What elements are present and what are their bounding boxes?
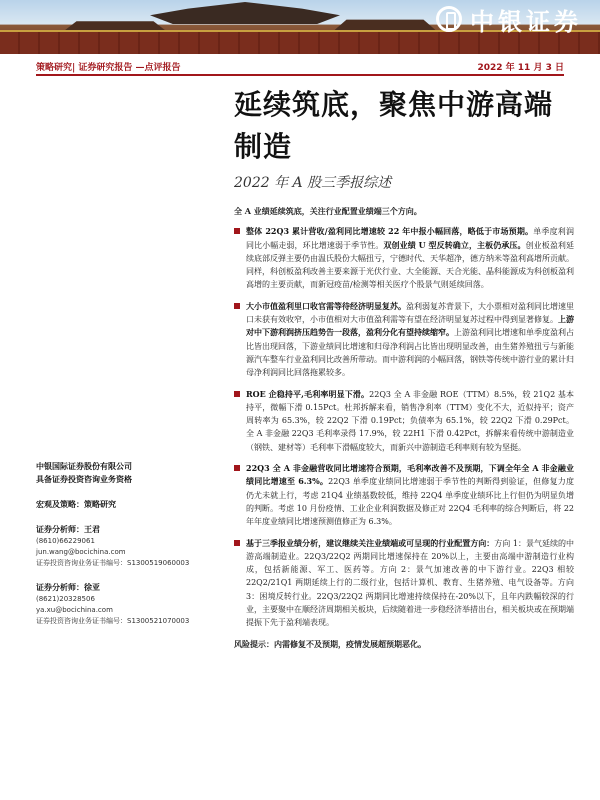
item-text: 盈利弱复苏背景下，大小票相对盈利同比增速里口未获有效收窄，小市值相对大市值盈利需等有望在经济明显复苏过程中得到显著修复。	[246, 301, 574, 325]
item-text-2: 创业板盈利延续底部反弹主要仍由温氏股份大幅扭亏，宁德时代、天华超净，德方纳米等盈利高增所贡献。同样，科创板盈利改善主要来源于光伏行业、大全能源、天合光能、晶科能源成为科创板盈利高增的主要贡献，而新冠疫苗/检测等相关医疗个股景气则延续回落。	[246, 240, 575, 290]
analyst-name: 证券分析师：徐亚	[36, 582, 100, 592]
sidebar	[36, 460, 226, 627]
square-bullet-icon	[234, 465, 240, 471]
analyst-email[interactable]: jun.wang@bocichina.com	[36, 548, 126, 556]
risk-warning: 风险提示：内需修复不及预期，疫情发展超预期恶化。	[234, 638, 426, 649]
bullet-item	[234, 537, 574, 630]
item-heading: 基于三季报业绩分析，建议继续关注业绩端或可呈现的行业配置方向：	[246, 537, 495, 548]
title-line-1: 延续筑底，聚焦中游高端	[234, 88, 554, 121]
item-text: 方向 1：景气延续的中游高端制造业。22Q3/22Q2 两期同比增速保持在 20%以上，主要由高端中游制造行业构成，包括新能源、军工、医药等。方向 2：景气加速改善的中下游行业。22Q3 相较 22Q2/21Q1 两期延续上行的二级行业，包括计算机、教育、生猪养殖、电气设备等。方向 3：困境反转行业。22Q3/22Q2 两期同比增速持续保持在-20%以下，且年内跌幅较深的行业，主要聚中在顺经济周期相关板块，后续随着进一步稳经济举措出台，相关板块或在预期端提振下先于盈利端表现。	[246, 538, 575, 628]
report-category: 策略研究| 证券研究报告 —点评报告	[36, 63, 181, 73]
analyst-cert: 证券投资咨询业务证书编号：S1300519060003	[36, 559, 190, 567]
bullet-item	[234, 388, 574, 454]
bullet-item	[234, 225, 574, 291]
square-bullet-icon	[234, 540, 240, 546]
square-bullet-icon	[234, 391, 240, 397]
report-header	[36, 60, 564, 74]
analyst-phone: (8610)66229061	[36, 537, 95, 545]
item-text: 22Q3 全 A 非金融 ROE（TTM）8.5%，较 21Q2 基本持平，微幅下滑 0.15Pct。杜邦拆解来看，销售净利率（TTM）变化不大，近似持平；资产周转率为 65.3%，较 22Q2 下滑 0.19Pct；负债率为 65.1%，较 22Q2 下滑 0.29Pct。全 A 非金融 22Q3 毛利率录得 17.9%，较 22H1 下滑 0.42Pct，拆解来看传统中游制造业（钢铁、建材等）毛利率下滑幅度较大，而新兴中游制造毛利率则有较为坚挺。	[246, 389, 574, 452]
org-name: 中银国际证券股份有限公司	[36, 461, 132, 471]
report-title	[234, 84, 574, 168]
report-subtitle: 2022 年 A 股三季报综述	[234, 175, 392, 191]
analyst-email[interactable]: ya.xu@bocichina.com	[36, 606, 113, 614]
analyst-phone: (8621)20328506	[36, 595, 95, 603]
item-heading-2: 上游对中下游利润挤压趋势告一段落，盈利分化有望持续缩窄。	[246, 314, 574, 338]
lead-summary: 全 A 业绩延续筑底，关注行业配置业绩端三个方向。	[234, 206, 422, 216]
bullet-item	[234, 462, 574, 528]
org-qualification: 具备证券投资咨询业务资格	[36, 474, 132, 484]
square-bullet-icon	[234, 228, 240, 234]
brand-logo	[436, 4, 582, 34]
item-text: 22Q3 单季度业绩同比增速弱于季节性的判断得到验证，但修复力度仍尤未就上行，考虑 21Q4 业绩基数较低，维持 22Q4 单季度业绩环比上行但仍为明显负增的判断。考虑 10 月份疫情、工业企业利润数据及修正对 22Q4 毛利率的综合判断后，将 22 年年度业绩同比增速预测值修正为 6.3%。	[246, 477, 574, 527]
item-text-2: 上游盈利同比增速和单季度盈利占比皆出现回落，下游业绩同比增速和归母净利润占比皆出现明显改善，由生猪养殖扭亏与新能源汽车整车行业盈利同比改善所带动。而中游利润的小幅回落，钢铁等传统中游行业的累计归母净利润同比回落拖累较多。	[246, 328, 574, 378]
header-divider	[36, 74, 564, 76]
square-bullet-icon	[234, 303, 240, 309]
research-category: 宏观及策略：策略研究	[36, 499, 116, 509]
bullet-item	[234, 300, 574, 380]
item-heading-2: 双创业绩 U 型反转确立，主板仍承压。	[383, 239, 526, 250]
analyst-name: 证券分析师：王君	[36, 524, 100, 534]
header-banner	[0, 0, 600, 54]
item-heading: ROE 企稳持平,毛利率明显下滑。	[246, 388, 370, 399]
title-line-2: 制造	[234, 130, 293, 163]
analyst-card	[36, 581, 226, 627]
banner-building-center	[150, 2, 340, 24]
main-content	[234, 205, 574, 651]
item-heading: 大小市值盈利里口收官需等待经济明显复苏。	[246, 300, 406, 311]
report-date: 2022 年 11 月 3 日	[477, 63, 564, 73]
brand-name: 中银证券	[470, 7, 582, 36]
analyst-cert: 证券投资咨询业务证书编号：S1300521070003	[36, 617, 190, 625]
analyst-card	[36, 523, 226, 569]
item-text: 单季度利润同比小幅走弱，环比增速弱于季节性。	[246, 227, 574, 250]
item-heading: 整体 22Q3 累计营收/盈利同比增速较 22 年中报小幅回落，略低于市场预期。	[246, 226, 534, 237]
bank-logo-icon	[436, 6, 462, 32]
item-heading: 22Q3 全 A 非金融营收同比增速符合预期，毛利率改善不及预期，下调全年全 A 非金融业绩同比增速至 6.3%。	[246, 463, 574, 487]
